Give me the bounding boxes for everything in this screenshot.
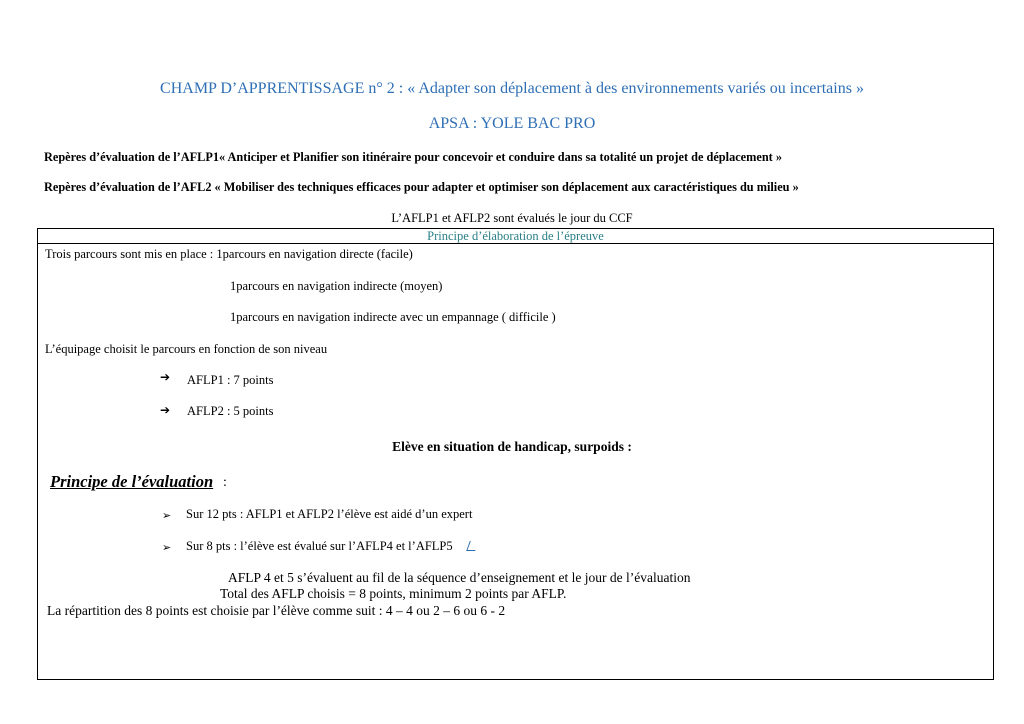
parcours-intro: Trois parcours sont mis en place : 1parcours en navigation directe (facile) — [45, 247, 413, 261]
apsa-title: APSA : YOLE BAC PRO — [428, 115, 596, 132]
handicap-heading: Elève en situation de handicap, surpoids : — [392, 439, 632, 454]
arrow-bullet-icon: ➔ — [160, 403, 171, 417]
repartition-points: La répartition des 8 points est choisie par l’élève comme suit : 4 – 4 ou 2 – 6 ou 6 - 2 — [47, 603, 506, 618]
parcours-difficile: 1parcours en navigation indirecte avec un empannage ( difficile ) — [230, 310, 556, 324]
arrow-bullet-icon: ➔ — [160, 370, 171, 384]
repere-aflp1: Repères d’évaluation de l’AFLP1« Anticiper et Planifier son itinéraire pour concevoir et conduire dans sa totalité un projet de déplacement » — [44, 150, 782, 164]
arrowhead-bullet-icon: ➢ — [162, 510, 172, 522]
sur-12-points: Sur 12 pts : AFLP1 et AFLP2 l’élève est aidé d’un expert — [186, 507, 473, 521]
parcours-moyen: 1parcours en navigation indirecte (moyen) — [230, 279, 443, 293]
arrowhead-bullet-icon: ➢ — [162, 542, 172, 554]
evaluation-title: Principe de l’évaluation — [50, 472, 214, 491]
principe-title: Principe d’élaboration de l’épreuve — [427, 229, 604, 243]
evaluation-sequence: AFLP 4 et 5 s’évaluent au fil de la séquence d’enseignement et le jour de l’évaluation — [228, 570, 691, 585]
aflp1-points: AFLP1 : 7 points — [187, 373, 274, 387]
sur-8-points: Sur 8 pts : l’élève est évalué sur l’AFLP4 et l’AFLP5 — [186, 539, 453, 553]
ccf-note: L’AFLP1 et AFLP2 sont évalués le jour du CCF — [391, 211, 633, 225]
total-aflp: Total des AFLP choisis = 8 points, minimum 2 points par AFLP. — [220, 586, 567, 601]
repere-aflp2: Repères d’évaluation de l’AFL2 « Mobiliser des techniques efficaces pour adapter et optimiser son déplacement aux caractéristiques du milieu » — [44, 180, 799, 194]
document-title: CHAMP D’APPRENTISSAGE n° 2 : « Adapter son déplacement à des environnements variés ou incertains » — [160, 80, 864, 97]
evaluation-colon: : — [223, 475, 227, 490]
aflp2-points: AFLP2 : 5 points — [187, 404, 274, 418]
choix-parcours: L’équipage choisit le parcours en fonction de son niveau — [45, 342, 328, 356]
